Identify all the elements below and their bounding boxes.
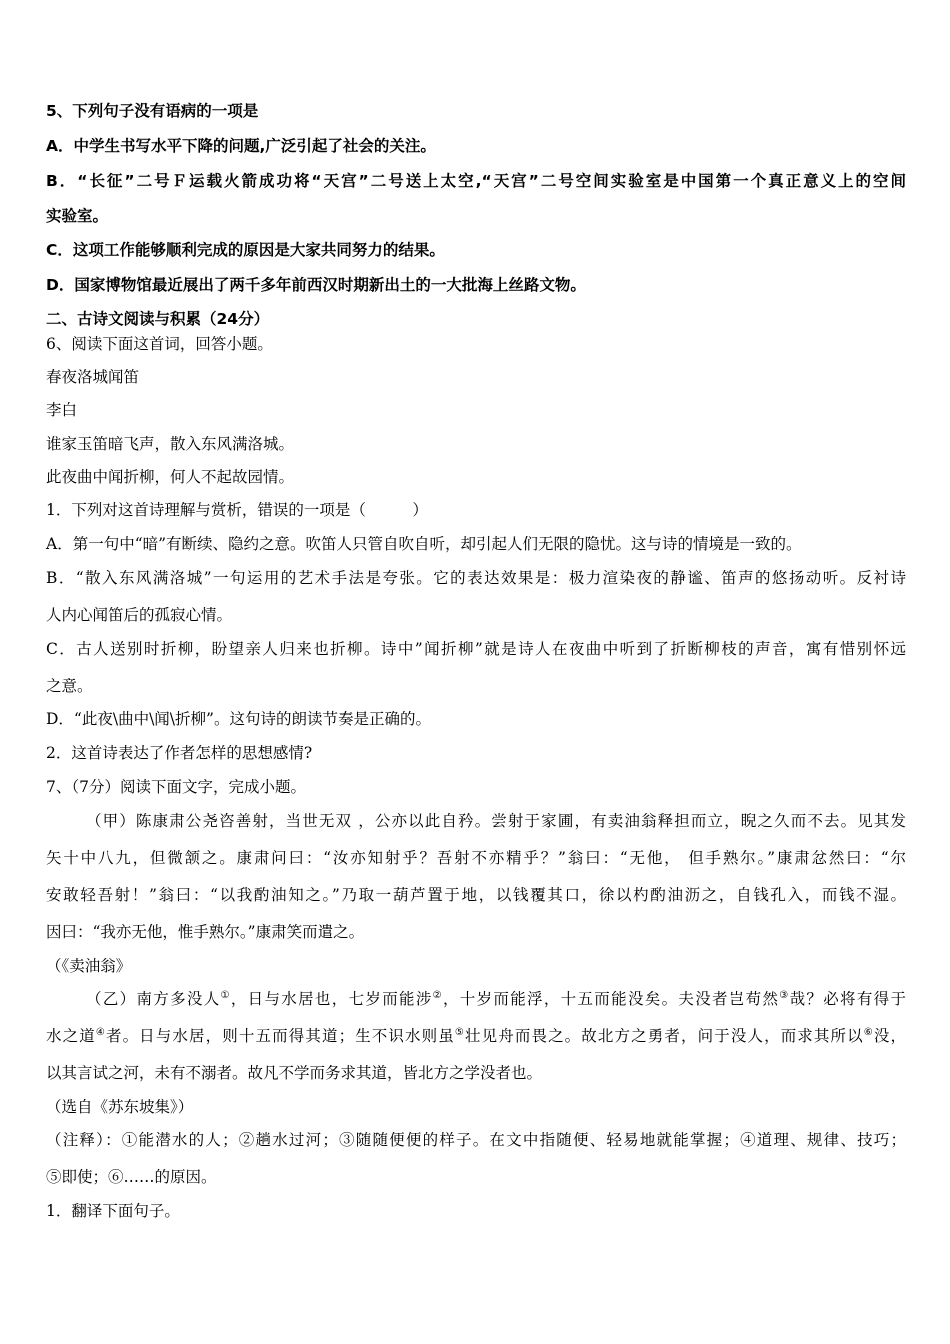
notes-line-2: ⑤即使；⑥……的原因。 [46,1168,217,1186]
question-6-sub-1-option-b-line-1: B．“散入东风满洛城”一句运用的艺术手法是夸张。它的表达效果是：极力渲染夜的静谧、笛声的悠扬动听。反衬诗 [46,569,906,587]
passage-yi-line-2-part-c: 壮见舟而畏之。故北方之勇者，问于没人，而求其所以 [464,1027,864,1045]
question-6: 6、阅读下面这首词，回答小题。 [46,335,273,353]
question-6-sub-1-option-d: D．“此夜\曲中\闻\折柳”。这句诗的朗读节奏是正确的。 [46,710,431,728]
passage-yi-line-2-part-b: 者。日与水居，则十五而得其道；生不识水则虽 [105,1027,455,1045]
poem-line-2: 此夜曲中闻折柳，何人不起故园情。 [46,468,295,486]
passage-jia-line-2: 矢十中八九，但微颔之。康肃问曰：“汝亦知射乎？吾射不亦精乎？”翁曰：“无他， 但手熟尔。”康肃忿然曰：“尔 [46,849,906,867]
question-6-sub-2: 2．这首诗表达了作者怎样的思想感情? [46,744,313,762]
footnote-marker-5: ⑤ [454,1026,465,1038]
passage-yi-line-2-part-a: 水之道 [46,1027,96,1045]
question-5-option-a: A．中学生书写水平下降的问题,广泛引起了社会的关注。 [46,137,436,155]
passage-yi-line-1-part-d: 哉？必将有得于 [789,990,906,1008]
question-6-sub-1-option-a: A．第一句中“暗”有断续、隐约之意。吹笛人只管自吹自听，却引起人们无限的隐忧。这与诗的情境是一致的。 [46,535,802,553]
passage-jia-line-3: 安敢轻吾射！”翁曰：“以我酌油知之。”乃取一葫芦置于地，以钱覆其口，徐以杓酌油沥之，自钱孔入，而钱不湿。 [46,886,906,904]
passage-jia-source: （《卖油翁》 [46,957,132,975]
question-6-sub-1-option-c-line-1: C．古人送别时折柳，盼望亲人归来也折柳。诗中”闻折柳”就是诗人在夜曲中听到了折断柳枝的声音，寓有惜别怀远 [46,640,906,658]
question-5-option-d: D．国家博物馆最近展出了两千多年前西汉时期新出土的一大批海上丝路文物。 [46,276,586,294]
footnote-marker-6: ⑥ [863,1026,874,1038]
section-two-heading: 二、古诗文阅读与积累（24分） [46,310,270,328]
passage-yi-line-1-part-a: （乙）南方多没人 [86,990,221,1008]
passage-yi-line-1 [86,989,906,1009]
poem-author: 李白 [46,401,78,419]
passage-yi-source: （选自《苏东坡集》） [46,1098,194,1116]
footnote-marker-3: ③ [779,989,790,1001]
poem-line-1: 谁家玉笛暗飞声，散入东风满洛城。 [46,435,295,453]
question-5-option-b-line-2: 实验室。 [46,207,109,225]
question-7-sub-1: 1．翻译下面句子。 [46,1202,180,1220]
passage-jia-line-4: 因曰：“我亦无他，惟手熟尔。”康肃笑而遣之。 [46,923,365,941]
question-5-option-b-line-1: B．“长征”二号Ｆ运载火箭成功将“天宫”二号送上太空,“天宫”二号空间实验室是中国第一个真正意义上的空间 [46,172,906,190]
notes-line-1: （注释）：①能潜水的人；②趟水过河；③随随便便的样子。在文中指随便、轻易地就能掌握；④道理、规律、技巧； [46,1131,906,1149]
passage-yi-line-1-part-c: ，十岁而能浮，十五而能没矣。夫没者岂苟然 [442,990,780,1008]
footnote-marker-2: ② [432,989,443,1001]
passage-yi-line-2-part-d: 没， [873,1027,906,1045]
question-5-option-c: C．这项工作能够顺利完成的原因是大家共同努力的结果。 [46,241,445,259]
poem-title: 春夜洛城闻笛 [46,368,140,386]
passage-yi-line-3: 以其言试之河，未有不溺者。故凡不学而务求其道，皆北方之学没者也。 [46,1064,543,1082]
footnote-marker-1: ① [220,989,231,1001]
question-6-sub-1: 1．下列对这首诗理解与赏析，错误的一项是（ ） [46,501,428,519]
question-5: 5、下列句子没有语病的一项是 [46,102,259,120]
passage-yi-line-2 [46,1026,906,1046]
question-7: 7、（7分）阅读下面文字，完成小题。 [46,778,306,796]
footnote-marker-4: ④ [95,1026,106,1038]
question-6-sub-1-option-c-line-2: 之意。 [46,677,93,695]
question-6-sub-1-option-b-line-2: 人内心闻笛后的孤寂心情。 [46,606,233,624]
passage-yi-line-1-part-b: ，日与水居也，七岁而能涉 [230,990,433,1008]
passage-jia-line-1: （甲）陈康肃公尧咨善射，当世无双 ，公亦以此自矜。尝射于家圃，有卖油翁释担而立，睨之久而不去。见其发 [86,812,906,830]
